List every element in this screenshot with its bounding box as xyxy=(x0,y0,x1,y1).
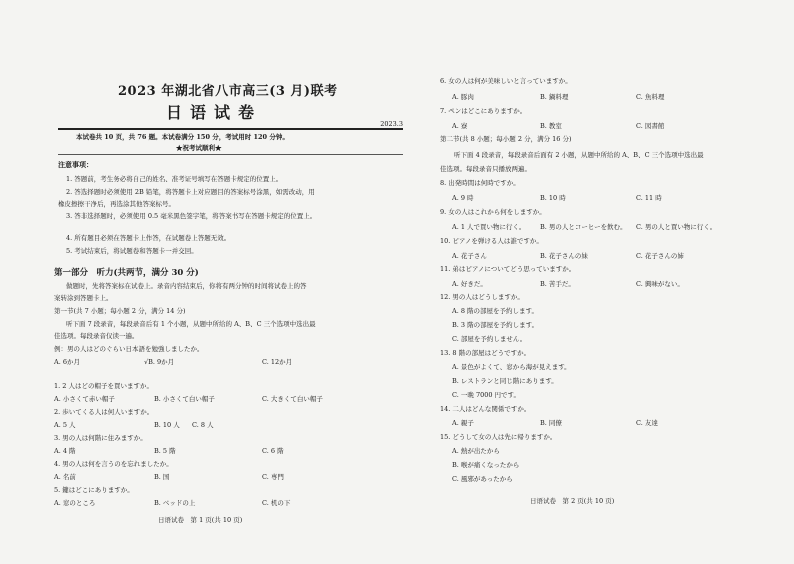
q12-option-c: C. 部屋を予約しません。 xyxy=(452,335,527,343)
q10-option-c: C. 花子さんの姉 xyxy=(636,252,684,260)
question-15: 15. どうして女の人は先に帰りますか。 xyxy=(440,433,557,441)
section1-title: 第一节(共 7 小题；每小题 2 分，满分 14 分) xyxy=(54,307,186,315)
part1-desc-2: 案转涂到答题卡上。 xyxy=(54,294,113,302)
question-9: 9. 女の人はこれから何をしますか。 xyxy=(440,208,546,216)
note-2: 2. 答选择题时必须使用 2B 铅笔，将答题卡上对应题目的答案标号涂黑，如需改动，用 xyxy=(66,188,315,196)
q10-option-a: A. 花子さん xyxy=(452,252,487,260)
q4-option-c: C. 専門 xyxy=(262,473,284,481)
q12-option-b: B. 3 階の部屋を予約します。 xyxy=(452,321,539,329)
q8-option-b: B. 10 時 xyxy=(540,194,566,202)
q3-option-a: A. 4 階 xyxy=(54,447,76,455)
q6-option-c: C. 魚料理 xyxy=(636,93,665,101)
info-rule xyxy=(58,154,403,155)
q1-option-a: A. 小さくて赤い帽子 xyxy=(54,395,115,403)
q7-option-c: C. 図書館 xyxy=(636,122,665,130)
exam-subtitle: 日语试卷 xyxy=(166,103,263,122)
part1-title: 第一部分 听力(共两节，满分 30 分) xyxy=(54,268,199,278)
exam-title: 2023 年湖北省八市高三(3 月)联考 xyxy=(118,84,338,99)
example-option-c: C. 12か月 xyxy=(262,358,293,366)
q7-option-a: A. 寮 xyxy=(452,122,468,130)
left-page xyxy=(54,0,403,564)
question-2: 2. 歩いてくる人は何人いますか。 xyxy=(54,408,154,416)
q12-option-a: A. 8 階の部屋を予約します。 xyxy=(452,307,539,315)
section2-desc-2: 佳选项。每段录音只播放两遍。 xyxy=(440,165,531,173)
q8-option-a: A. 9 時 xyxy=(452,194,474,202)
q2-option-c: C. 8 人 xyxy=(192,421,214,429)
q4-option-a: A. 名前 xyxy=(54,473,76,481)
q14-option-c: C. 友達 xyxy=(636,419,658,427)
q15-option-a: A. 熱が出たから xyxy=(452,447,500,455)
question-14: 14. 二人はどんな関係ですか。 xyxy=(440,405,531,413)
q6-option-a: A. 豚肉 xyxy=(452,93,474,101)
q11-option-b: B. 苦手だ。 xyxy=(540,280,575,288)
q13-option-c: C. 一晩 7000 円です。 xyxy=(452,391,521,399)
q1-option-b: B. 小さくて白い帽子 xyxy=(154,395,215,403)
q11-option-a: A. 好きだ。 xyxy=(452,280,487,288)
example-question: 例：男の人はどのぐらい日本語を勉強しましたか。 xyxy=(54,345,204,353)
note-3: 3. 答非选择题时，必须使用 0.5 毫米黑色签字笔，将答案书写在答题卡规定的位置上。 xyxy=(66,212,317,220)
q13-option-b: B. レストランと同じ階にあります。 xyxy=(452,377,558,385)
question-8: 8. 出発時間は何時ですか。 xyxy=(440,179,520,187)
right-page-footer: 日语试卷 第 2 页(共 10 页) xyxy=(530,497,615,505)
q2-option-a: A. 5 人 xyxy=(54,421,76,429)
q10-option-b: B. 花子さんの妹 xyxy=(540,252,588,260)
q15-option-b: B. 喉が痛くなったから xyxy=(452,461,520,469)
note-4: 4. 所有题目必须在答题卡上作答，在试题卷上答题无效。 xyxy=(66,234,231,242)
section2-desc-1: 听下面 4 段录音，每段录音后面有 2 小题，从题中所给的 A、B、C 三个选项中选出最 xyxy=(454,151,704,159)
exam-date: 2023.3 xyxy=(380,120,403,128)
section1-desc-1: 听下面 7 段录音，每段录音后有 1 个小题，从题中所给的 A、B、C 三个选项中选出最 xyxy=(66,320,316,328)
q3-option-c: C. 6 階 xyxy=(262,447,284,455)
example-option-a: A. 6か月 xyxy=(54,358,80,366)
q5-option-c: C. 机の下 xyxy=(262,499,291,507)
q14-option-a: A. 親子 xyxy=(452,419,474,427)
left-page-footer: 日语试卷 第 1 页(共 10 页) xyxy=(158,516,243,524)
note-2-cont: 橡皮擦擦干净后，再选涂其他答案标号。 xyxy=(58,200,175,208)
q9-option-c: C. 男の人と買い物に行く。 xyxy=(636,223,717,231)
q1-option-c: C. 大きくて白い帽子 xyxy=(262,395,323,403)
note-1: 1. 答题前，考生务必将自己的姓名、准考证号填写在答题卡规定的位置上。 xyxy=(66,175,283,183)
q15-option-c: C. 風邪があったから xyxy=(452,475,513,483)
section1-desc-2: 佳选项。每段录音仅读一遍。 xyxy=(54,332,139,340)
question-12: 12. 男の人はどうしますか。 xyxy=(440,293,524,301)
top-rule xyxy=(58,128,403,130)
question-10: 10. ピアノを弾ける人は誰ですか。 xyxy=(440,237,543,245)
q2-option-b: B. 10 人 xyxy=(154,421,180,429)
note-5: 5. 考试结束后，将试题卷和答题卡一并交回。 xyxy=(66,247,198,255)
question-1: 1. 2 人はどの帽子を買いますか。 xyxy=(54,382,153,390)
q3-option-b: B. 5 階 xyxy=(154,447,176,455)
q9-option-a: A. 1 人で買い物に行く。 xyxy=(452,223,526,231)
question-3: 3. 男の人は何階に住みますか。 xyxy=(54,434,147,442)
q7-option-b: B. 教室 xyxy=(540,122,562,130)
question-4: 4. 男の人は何を言うのを忘れましたか。 xyxy=(54,460,173,468)
q9-option-b: B. 男の人とコーヒーを飲む。 xyxy=(540,223,627,231)
right-page xyxy=(440,0,755,564)
q6-option-b: B. 鍋料理 xyxy=(540,93,569,101)
notes-title: 注意事项： xyxy=(58,160,93,169)
section2-title: 第二节(共 8 小题；每小题 2 分，满分 16 分) xyxy=(440,135,572,143)
question-7: 7. ペンはどこにありますか。 xyxy=(440,107,527,115)
q13-option-a: A. 景色がよくて、窓から海が見えます。 xyxy=(452,363,571,371)
part1-desc-1: 做题时，先将答案标在试卷上。录音内容结束后，你将有两分钟的时间将试卷上的答 xyxy=(66,282,307,290)
exam-info: 本试卷共 10 页，共 76 题。本试卷满分 150 分，考试用时 120 分钟。 xyxy=(76,133,289,141)
exam-blessing: ★祝考试顺利★ xyxy=(176,144,222,152)
question-11: 11. 弟はピアノについてどう思っていますか。 xyxy=(440,265,576,273)
q8-option-c: C. 11 時 xyxy=(636,194,662,202)
q11-option-c: C. 興味がない。 xyxy=(636,280,684,288)
q14-option-b: B. 同僚 xyxy=(540,419,562,427)
example-option-b: √B. 9か月 xyxy=(144,358,175,366)
q5-option-b: B. ベッドの上 xyxy=(154,499,196,507)
question-13: 13. 8 階の部屋はどうですか。 xyxy=(440,349,531,357)
q5-option-a: A. 窓のところ xyxy=(54,499,96,507)
q4-option-b: B. 国 xyxy=(154,473,170,481)
question-6: 6. 女の人は何が美味しいと言っていますか。 xyxy=(440,77,572,85)
question-5: 5. 鍵はどこにありますか。 xyxy=(54,486,134,494)
